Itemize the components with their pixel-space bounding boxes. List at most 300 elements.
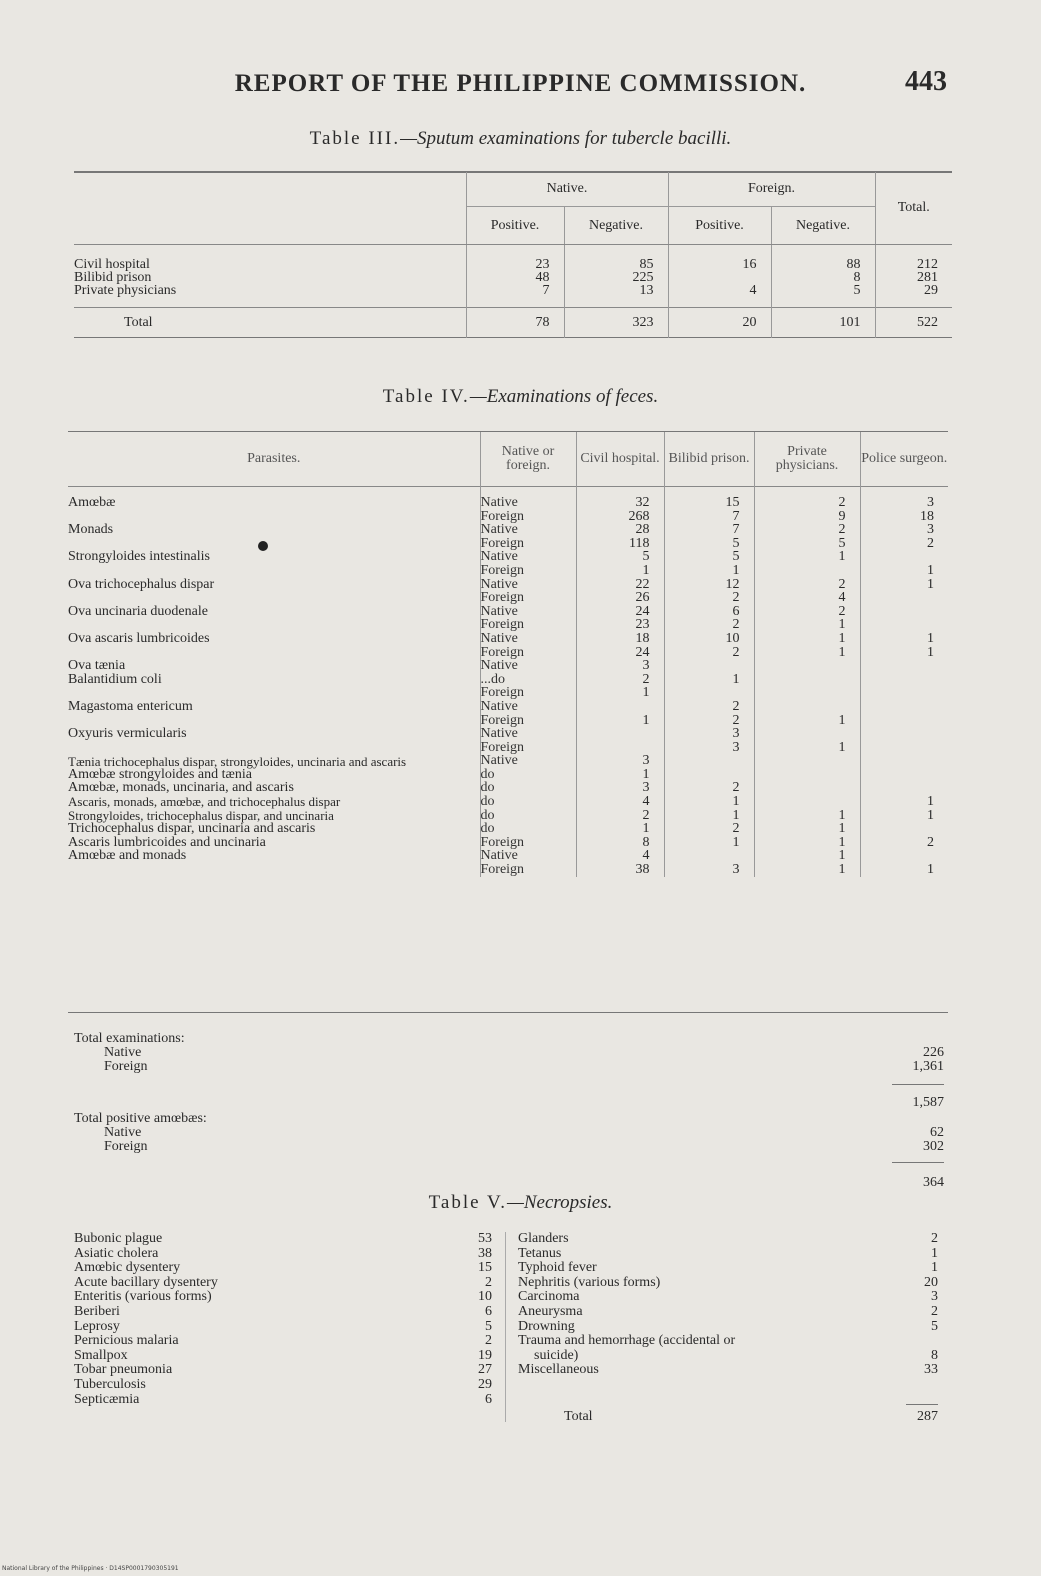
table4-parasite-label xyxy=(68,510,480,524)
table3-total-label: Total xyxy=(124,314,153,330)
table-cell: 281 xyxy=(875,271,952,284)
list-item xyxy=(74,1334,492,1349)
table4-civil-hospital-value: 1 xyxy=(576,564,664,578)
table4-civil-hospital-value: 22 xyxy=(576,578,664,592)
table4-civil-hospital-value: 118 xyxy=(576,537,664,551)
table4-police-value: 1 xyxy=(860,809,948,823)
table4-bilibid-value: 2 xyxy=(664,618,754,632)
list-item xyxy=(518,1276,938,1291)
table4-bilibid-value: 1 xyxy=(664,795,754,809)
total-amoebae-block xyxy=(74,1112,944,1154)
table4-civil-hospital-value: 28 xyxy=(576,523,664,537)
table4-police-value xyxy=(860,605,948,619)
table4-civil-hospital-value xyxy=(576,700,664,714)
table-row xyxy=(68,496,948,510)
necropsy-cause: Leprosy xyxy=(74,1319,120,1334)
table4-parasite-label: Monads xyxy=(68,523,114,537)
table4-civil-hospital-value: 1 xyxy=(576,768,664,782)
table4-police-value: 1 xyxy=(860,863,948,877)
list-item xyxy=(518,1261,938,1276)
total-amoebae-native-value: 62 xyxy=(930,1125,944,1140)
table4-parasite-label: Ova uncinaria duodenale xyxy=(68,604,208,619)
table-row xyxy=(68,673,948,687)
table4-native-foreign: Native xyxy=(480,605,576,619)
table4-private-value: 2 xyxy=(754,523,860,537)
table4-private-value xyxy=(754,700,860,714)
table4-civil-hospital-value: 2 xyxy=(576,673,664,687)
table4-native-foreign: Foreign xyxy=(480,564,576,578)
table4-parasite-label: Ascaris lumbricoides and uncinaria xyxy=(68,835,266,850)
table4-parasite-label: Oxyuris vermicularis xyxy=(68,727,187,741)
table3-total-row xyxy=(74,307,952,337)
table3-caption-label: Table III. xyxy=(309,128,401,149)
total-amoebae-foreign-value: 302 xyxy=(923,1139,944,1154)
table4-police-value: 2 xyxy=(860,836,948,850)
total-exam-foreign-value: 1,361 xyxy=(912,1059,944,1074)
table-row xyxy=(68,591,948,605)
list-item xyxy=(74,1290,492,1305)
table4-header-private-physicians: Private physicians. xyxy=(754,432,860,486)
table4-parasite-label xyxy=(68,537,480,551)
list-item xyxy=(518,1349,938,1364)
table4-native-foreign: Foreign xyxy=(480,686,576,700)
table4-private-value xyxy=(754,781,860,795)
table4-native-foreign: Native xyxy=(480,754,576,768)
total-amoebae-label: Total positive amœbæs: xyxy=(74,1112,207,1126)
table4-native-foreign: Native xyxy=(480,632,576,646)
table4-header-police-surgeon: Police surgeon. xyxy=(860,432,948,486)
total-exam-sum-row xyxy=(74,1096,944,1110)
table4-police-value xyxy=(860,686,948,700)
table4-bilibid-value: 1 xyxy=(664,809,754,823)
table4-bilibid-value: 2 xyxy=(664,781,754,795)
table-cell: 323 xyxy=(564,307,668,337)
table4-bilibid-value: 2 xyxy=(664,714,754,728)
table-row xyxy=(68,849,948,863)
table4-native-foreign: do xyxy=(480,768,576,782)
table5-caption-label: Table V. xyxy=(428,1192,507,1213)
table4-bilibid-value: 3 xyxy=(664,863,754,877)
necropsy-count: 29 xyxy=(478,1376,492,1392)
list-item xyxy=(74,1305,492,1320)
list-item xyxy=(74,1320,492,1335)
table4-parasite-label: Trichocephalus dispar, uncinaria and ascaris xyxy=(68,822,316,836)
table4-private-value: 1 xyxy=(754,618,860,632)
table4-private-value: 1 xyxy=(754,836,860,850)
necropsy-count: 33 xyxy=(924,1362,938,1378)
ink-blot xyxy=(258,541,268,551)
necropsy-count: 2 xyxy=(485,1274,492,1290)
table4-bilibid-value xyxy=(664,659,754,673)
table4-civil-hospital-value: 38 xyxy=(576,863,664,877)
table4-native-foreign: Foreign xyxy=(480,537,576,551)
table3 xyxy=(74,172,952,338)
table4-private-value: 4 xyxy=(754,591,860,605)
table4-parasite-label: Ova trichocephalus dispar xyxy=(68,577,215,592)
table4-parasite-label xyxy=(68,863,480,877)
table4-civil-hospital-value: 1 xyxy=(576,686,664,700)
table4-parasite-label: Tænia trichocephalus dispar, strongyloides, uncinaria and ascaris xyxy=(68,753,407,769)
necropsy-count: 53 xyxy=(478,1231,492,1246)
necropsy-cause: Carcinoma xyxy=(518,1290,580,1305)
table-cell: 48 xyxy=(466,271,564,284)
table4-private-value: 1 xyxy=(754,863,860,877)
list-item xyxy=(518,1334,938,1349)
table4-header-parasites: Parasites. xyxy=(247,450,301,466)
table-cell: 23 xyxy=(466,258,564,271)
table4-native-foreign: Foreign xyxy=(480,714,576,728)
table4-parasite-label: Amœbæ and monads xyxy=(68,849,187,864)
total-exam-sum: 1,587 xyxy=(912,1095,944,1110)
table-cell: 13 xyxy=(564,284,668,297)
table-row xyxy=(68,754,948,768)
table4-caption-label: Table IV. xyxy=(382,386,470,407)
total-examinations-label: Total examinations: xyxy=(74,1032,185,1046)
necropsy-count: 8 xyxy=(931,1347,938,1363)
table4-parasite-label: Amœbæ xyxy=(68,496,116,510)
table4-private-value: 9 xyxy=(754,510,860,524)
table-cell: 29 xyxy=(875,284,952,297)
table-cell: 16 xyxy=(668,258,771,271)
table5-right-column xyxy=(518,1232,938,1378)
sum-rule xyxy=(892,1084,944,1085)
table4-native-foreign: ...do xyxy=(480,673,576,687)
table4-civil-hospital-value: 26 xyxy=(576,591,664,605)
table-row xyxy=(68,809,948,823)
table-row xyxy=(74,258,952,271)
table-cell: 8 xyxy=(771,271,875,284)
table5-caption xyxy=(0,1192,1041,1214)
table5-total-value: 287 xyxy=(917,1409,938,1424)
necropsy-count: 27 xyxy=(478,1362,492,1378)
necropsy-cause: Amœbic dysentery xyxy=(74,1261,181,1276)
table4-parasite-label xyxy=(68,686,480,700)
table3-subheader: Positive. xyxy=(668,206,771,244)
table4-bilibid-value: 5 xyxy=(664,537,754,551)
table4-parasite-label: Ascaris, monads, amœbæ, and trichocephalus dispar xyxy=(68,794,341,810)
total-amoebae-sum: 364 xyxy=(923,1175,944,1190)
list-item xyxy=(518,1305,938,1320)
table4-police-value: 1 xyxy=(860,632,948,646)
necropsy-cause: Tetanus xyxy=(518,1246,562,1261)
list-item xyxy=(74,1393,492,1408)
table4-civil-hospital-value: 5 xyxy=(576,550,664,564)
necropsy-cause: Tuberculosis xyxy=(74,1377,146,1392)
table3-subheader: Negative. xyxy=(564,206,668,244)
necropsy-count: 3 xyxy=(931,1289,938,1305)
table4-bilibid-value: 10 xyxy=(664,632,754,646)
table3-header-total: Total. xyxy=(875,172,952,244)
necropsy-count: 2 xyxy=(485,1333,492,1349)
table4-bilibid-value: 2 xyxy=(664,700,754,714)
table4-private-value: 1 xyxy=(754,822,860,836)
necropsy-cause: Aneurysma xyxy=(518,1304,583,1319)
table-row xyxy=(68,822,948,836)
table-cell: 101 xyxy=(771,307,875,337)
table4-private-value: 1 xyxy=(754,646,860,660)
total-amoebae-native-label: Native xyxy=(104,1126,142,1140)
total-amoebae-sum-row xyxy=(74,1176,944,1190)
table4-bilibid-value: 1 xyxy=(664,836,754,850)
total-amoebae-foreign-label: Foreign xyxy=(104,1140,148,1154)
table4-civil-hospital-value: 1 xyxy=(576,714,664,728)
table-cell: 7 xyxy=(466,284,564,297)
table4-civil-hospital-value xyxy=(576,727,664,741)
table4-native-foreign: Native xyxy=(480,849,576,863)
table4-police-value: 1 xyxy=(860,795,948,809)
table-cell: 85 xyxy=(564,258,668,271)
table4-police-value: 18 xyxy=(860,510,948,524)
table4 xyxy=(68,432,948,877)
necropsy-cause: Typhoid fever xyxy=(518,1261,597,1276)
table4-bilibid-value: 2 xyxy=(664,646,754,660)
table4-bilibid-value: 3 xyxy=(664,727,754,741)
table4-native-foreign: Foreign xyxy=(480,836,576,850)
table4-private-value xyxy=(754,795,860,809)
table4-police-value xyxy=(860,781,948,795)
list-item xyxy=(74,1378,492,1393)
necropsy-cause: Miscellaneous xyxy=(518,1363,599,1378)
necropsy-count: 6 xyxy=(485,1391,492,1407)
table4-parasite-label: Amœbæ strongyloides and tænia xyxy=(68,767,252,782)
table4-bottom-rule xyxy=(68,1012,948,1013)
table4-bilibid-value: 1 xyxy=(664,564,754,578)
table4-private-value xyxy=(754,564,860,578)
table3-header-native: Native. xyxy=(466,172,668,206)
table4-header-bilibid-prison: Bilibid prison. xyxy=(664,432,754,486)
necropsy-count: 5 xyxy=(485,1318,492,1334)
table-row xyxy=(68,537,948,551)
necropsy-count xyxy=(904,1334,938,1349)
table-row xyxy=(68,578,948,592)
table4-header-native-foreign: Native or foreign. xyxy=(480,432,576,486)
table4-private-value: 1 xyxy=(754,741,860,755)
table4-police-value xyxy=(860,754,948,768)
table4-bilibid-value xyxy=(664,686,754,700)
table3-caption-text: —Sputum examinations for tubercle bacilli. xyxy=(400,128,732,149)
list-item xyxy=(74,1232,492,1247)
table4-civil-hospital-value: 3 xyxy=(576,659,664,673)
page-header-title: REPORT OF THE PHILIPPINE COMMISSION. xyxy=(234,70,807,97)
table4-native-foreign: Foreign xyxy=(480,646,576,660)
table-cell: 225 xyxy=(564,271,668,284)
necropsy-cause: Acute bacillary dysentery xyxy=(74,1275,218,1290)
table-row xyxy=(68,646,948,660)
table4-civil-hospital-value: 18 xyxy=(576,632,664,646)
table4-private-value: 5 xyxy=(754,537,860,551)
table4-police-value xyxy=(860,849,948,863)
table3-row-label: Bilibid prison xyxy=(74,271,152,284)
table4-civil-hospital-value: 24 xyxy=(576,646,664,660)
necropsy-cause: Septicæmia xyxy=(74,1392,140,1407)
table4-header-civil-hospital: Civil hospital. xyxy=(576,432,664,486)
library-footnote: National Library of the Philippines · D14SP0001790305191 xyxy=(2,1565,179,1572)
table-row xyxy=(68,727,948,741)
table4-private-value: 2 xyxy=(754,578,860,592)
table4-private-value: 1 xyxy=(754,550,860,564)
table4-parasite-label: Ova tænia xyxy=(68,659,126,673)
table4-police-value xyxy=(860,618,948,632)
table-cell: 78 xyxy=(466,307,564,337)
table3-row-label: Private physicians xyxy=(74,284,177,297)
table5-left-column xyxy=(74,1232,492,1407)
table4-private-value xyxy=(754,768,860,782)
table-row xyxy=(74,284,952,297)
table4-parasite-label: Balantidium coli xyxy=(68,672,162,687)
necropsy-cause: Enteritis (various forms) xyxy=(74,1290,212,1305)
necropsy-count: 5 xyxy=(931,1318,938,1334)
table4-bilibid-value: 6 xyxy=(664,605,754,619)
table4-native-foreign: Native xyxy=(480,496,576,510)
table4-parasite-label: Amœbæ, monads, uncinaria, and ascaris xyxy=(68,781,294,796)
table4-bilibid-value: 3 xyxy=(664,741,754,755)
table4-bilibid-value: 2 xyxy=(664,591,754,605)
table4-private-value xyxy=(754,727,860,741)
table4-civil-hospital-value xyxy=(576,741,664,755)
table4-native-foreign: Foreign xyxy=(480,510,576,524)
necropsy-count: 19 xyxy=(478,1347,492,1363)
table3-header-foreign: Foreign. xyxy=(668,172,875,206)
table4-private-value: 2 xyxy=(754,605,860,619)
table5-caption-text: —Necropsies. xyxy=(506,1192,613,1213)
table4-parasite-label xyxy=(68,646,480,660)
list-item xyxy=(518,1232,938,1247)
table4-civil-hospital-value: 24 xyxy=(576,605,664,619)
table4-bilibid-value: 5 xyxy=(664,550,754,564)
table4-bilibid-value xyxy=(664,754,754,768)
table-row xyxy=(68,550,948,564)
table4-police-value: 1 xyxy=(860,578,948,592)
table-cell: 88 xyxy=(771,258,875,271)
table4-police-value xyxy=(860,727,948,741)
necropsy-cause: Bubonic plague xyxy=(74,1232,163,1246)
list-item xyxy=(518,1247,938,1262)
table4-native-foreign: Foreign xyxy=(480,618,576,632)
necropsy-cause: Asiatic cholera xyxy=(74,1246,159,1261)
table4-civil-hospital-value: 4 xyxy=(576,795,664,809)
table-cell: 5 xyxy=(771,284,875,297)
table4-parasite-label xyxy=(68,591,480,605)
table-row xyxy=(68,605,948,619)
table4-parasite-label: Strongyloides intestinalis xyxy=(68,550,210,564)
table4-police-value xyxy=(860,673,948,687)
table4-bilibid-value: 15 xyxy=(664,496,754,510)
table4-police-value xyxy=(860,591,948,605)
table4-civil-hospital-value: 8 xyxy=(576,836,664,850)
necropsy-cause: Drowning xyxy=(518,1319,575,1334)
table4-bilibid-value xyxy=(664,768,754,782)
table4-police-value xyxy=(860,714,948,728)
total-exam-native-label: Native xyxy=(104,1046,142,1060)
sum-rule xyxy=(892,1162,944,1163)
necropsy-count: 38 xyxy=(478,1245,492,1261)
table-row xyxy=(68,564,948,578)
table4-civil-hospital-value: 23 xyxy=(576,618,664,632)
table4-police-value xyxy=(860,700,948,714)
table4-bilibid-value: 7 xyxy=(664,510,754,524)
table-row xyxy=(68,781,948,795)
table4-bilibid-value: 1 xyxy=(664,673,754,687)
list-item xyxy=(74,1247,492,1262)
necropsy-count: 15 xyxy=(478,1260,492,1276)
necropsy-count: 6 xyxy=(485,1303,492,1319)
table-row xyxy=(68,632,948,646)
total-exam-native-value: 226 xyxy=(923,1045,944,1060)
table-row xyxy=(68,700,948,714)
table-row xyxy=(68,741,948,755)
table4-caption-text: —Examinations of feces. xyxy=(469,386,659,407)
table4-parasite-label: Strongyloides, trichocephalus dispar, and uncinaria xyxy=(68,807,334,823)
list-item xyxy=(74,1349,492,1364)
table3-subheader: Positive. xyxy=(466,206,564,244)
necropsy-cause: Tobar pneumonia xyxy=(74,1363,173,1378)
table4-parasite-label xyxy=(68,741,480,755)
table4-civil-hospital-value: 1 xyxy=(576,822,664,836)
necropsy-cause: suicide) xyxy=(534,1348,579,1363)
table4-private-value xyxy=(754,754,860,768)
total-exam-foreign-label: Foreign xyxy=(104,1060,148,1074)
necropsy-count: 10 xyxy=(478,1289,492,1305)
necropsy-cause: Smallpox xyxy=(74,1348,128,1363)
table4-police-value: 2 xyxy=(860,537,948,551)
table-cell: 212 xyxy=(875,258,952,271)
table4-native-foreign: do xyxy=(480,795,576,809)
necropsy-count: 20 xyxy=(924,1274,938,1290)
table4-private-value xyxy=(754,686,860,700)
table4-private-value xyxy=(754,673,860,687)
table3-subheader: Negative. xyxy=(771,206,875,244)
table4-parasite-label xyxy=(68,564,480,578)
necropsy-count: 2 xyxy=(931,1231,938,1246)
table4-private-value: 1 xyxy=(754,714,860,728)
table-cell: 20 xyxy=(668,307,771,337)
table4-bilibid-value xyxy=(664,849,754,863)
table4-caption xyxy=(0,386,1041,408)
table4-civil-hospital-value: 32 xyxy=(576,496,664,510)
table4-parasite-label: Magastoma entericum xyxy=(68,699,193,714)
table4-native-foreign: Native xyxy=(480,700,576,714)
necropsy-cause: Glanders xyxy=(518,1232,569,1246)
table4-parasite-label: Ova ascaris lumbricoides xyxy=(68,631,210,646)
table-cell: 522 xyxy=(875,307,952,337)
table-row xyxy=(68,863,948,877)
table-row xyxy=(74,271,952,284)
table5-divider xyxy=(505,1232,506,1422)
table-row xyxy=(68,768,948,782)
necropsy-count: 1 xyxy=(931,1245,938,1261)
table-row xyxy=(68,795,948,809)
table4-native-foreign: Native xyxy=(480,550,576,564)
table4-police-value xyxy=(860,550,948,564)
table4-native-foreign: Native xyxy=(480,578,576,592)
table4-bilibid-value: 12 xyxy=(664,578,754,592)
necropsy-cause: Trauma and hemorrhage (accidental or xyxy=(518,1334,736,1349)
table4-civil-hospital-value: 2 xyxy=(576,809,664,823)
table4-native-foreign: Foreign xyxy=(480,591,576,605)
table4-police-value xyxy=(860,741,948,755)
table4-civil-hospital-value: 3 xyxy=(576,781,664,795)
table4-private-value: 1 xyxy=(754,849,860,863)
list-item xyxy=(74,1363,492,1378)
table4-police-value xyxy=(860,768,948,782)
necropsy-cause: Pernicious malaria xyxy=(74,1334,179,1349)
necropsy-count: 2 xyxy=(931,1303,938,1319)
table-row xyxy=(68,686,948,700)
table4-police-value xyxy=(860,659,948,673)
table-row xyxy=(68,618,948,632)
table-row xyxy=(68,659,948,673)
necropsy-cause: Nephritis (various forms) xyxy=(518,1275,661,1290)
